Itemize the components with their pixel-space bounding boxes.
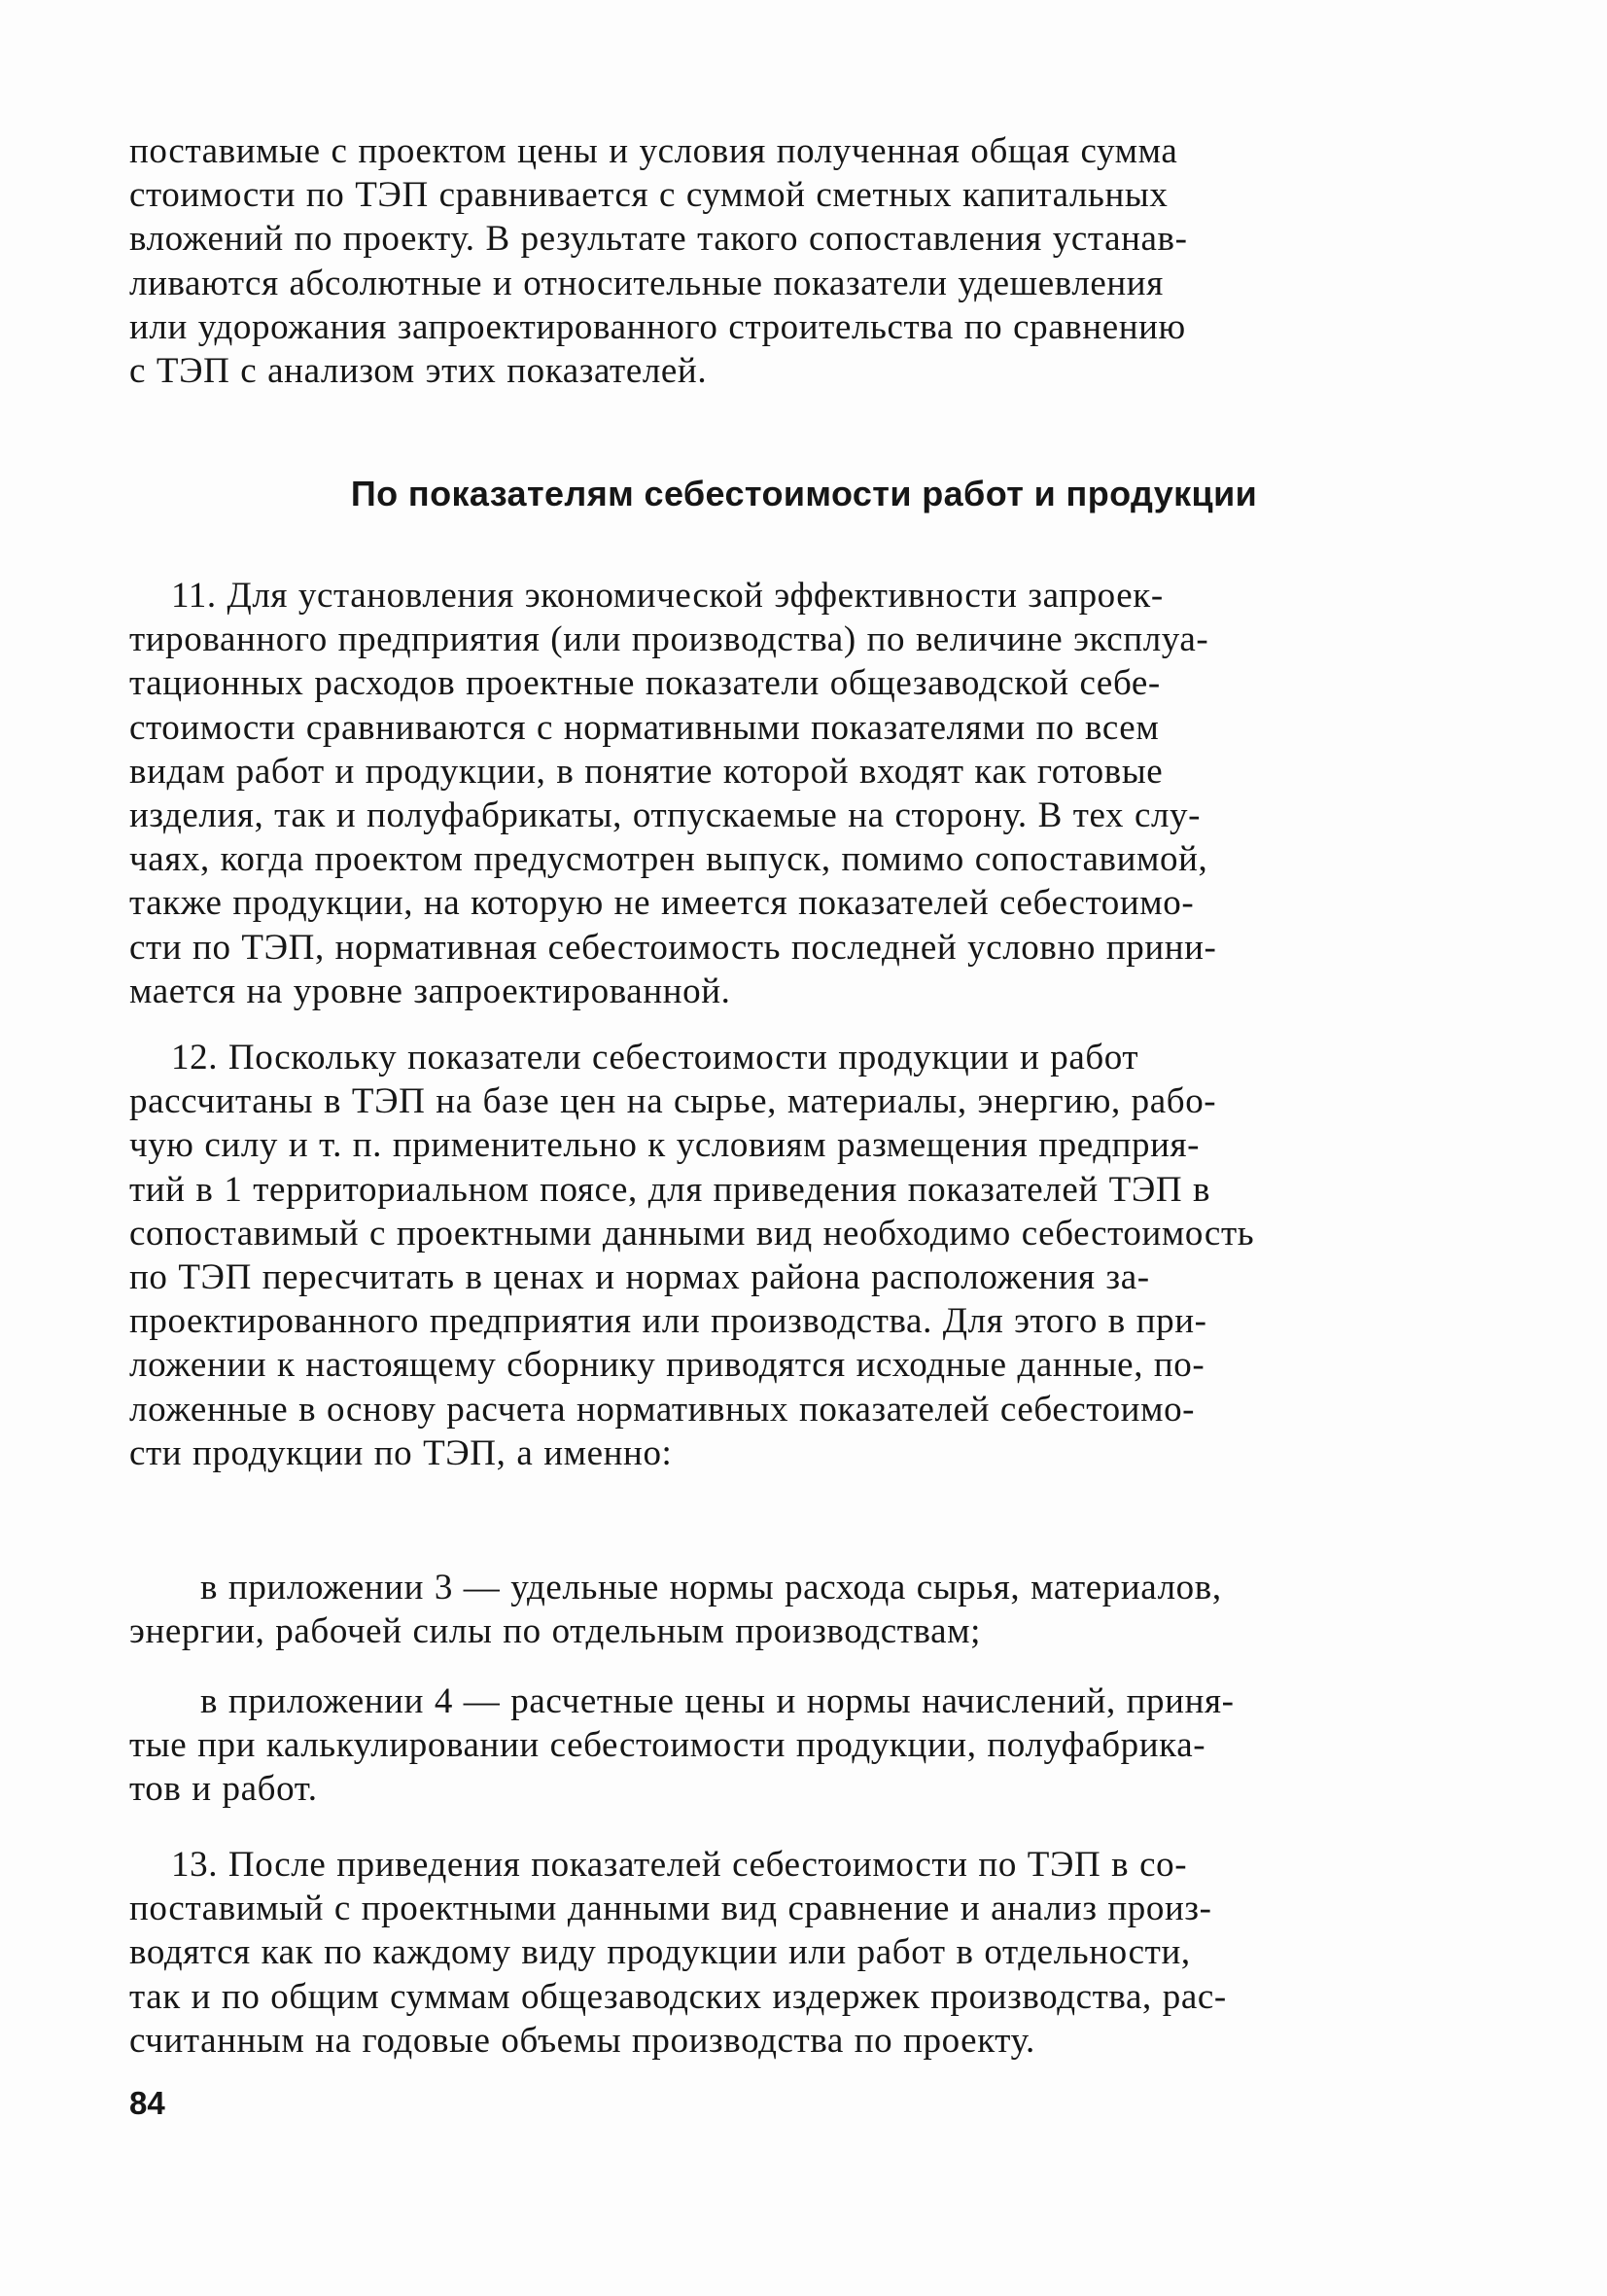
text-line: ложенные в основу расчета нормативных показателей себестоимо- — [129, 1389, 1196, 1430]
text-line: сопоставимый с проектными данными вид необходимо себестоимость — [129, 1213, 1255, 1254]
text-line: с ТЭП с анализом этих показателей. — [129, 350, 708, 391]
text-line: энергии, рабочей силы по отдельным производствам; — [129, 1611, 981, 1652]
text-line: мается на уровне запроектированной. — [129, 971, 731, 1011]
text-line: считанным на годовые объемы производства по проекту. — [129, 2020, 1035, 2061]
text-line: проектированного предприятия или производства. Для этого в при- — [129, 1301, 1207, 1342]
text-line: тов и работ. — [129, 1769, 318, 1810]
text-line: чую силу и т. п. применительно к условиям размещения предприя- — [129, 1125, 1201, 1166]
intro-paragraph — [129, 129, 1479, 393]
section-heading: По показателям себестоимости работ и продукции — [350, 474, 1258, 513]
paragraph-12 — [129, 1036, 1479, 1475]
text-line: в приложении 3 — удельные нормы расхода сырья, материалов, — [200, 1568, 1222, 1607]
text-line: или удорожания запроектированного строительства по сравнению — [129, 306, 1186, 347]
text-line: ливаются абсолютные и относительные показатели удешевления — [129, 263, 1164, 303]
text-line: стоимости сравниваются с нормативными показателями по всем — [129, 707, 1160, 748]
text-line: также продукции, на которую не имеется показателей себестоимо- — [129, 883, 1195, 924]
text-line: 13. После приведения показателей себестоимости по ТЭП в со- — [171, 1845, 1188, 1885]
page-number: 84 — [129, 2085, 165, 2121]
text-line: тированного предприятия (или производства) по величине эксплуа- — [129, 619, 1209, 660]
text-line: рассчитаны в ТЭП на базе цен на сырье, материалы, энергию, рабо- — [129, 1081, 1217, 1122]
paragraph-13 — [129, 1843, 1479, 2063]
text-line: водятся как по каждому виду продукции или работ в отдельности, — [129, 1932, 1191, 1973]
text-line: так и по общим суммам общезаводских издержек производства, рас- — [129, 1976, 1227, 2017]
text-line: сти продукции по ТЭП, а именно: — [129, 1432, 673, 1473]
text-line: ложении к настоящему сборнику приводятся исходные данные, по- — [129, 1345, 1205, 1386]
paragraph-11 — [129, 574, 1479, 1013]
text-line: вложений по проекту. В результате такого сопоставления устанав- — [129, 219, 1188, 260]
text-line: видам работ и продукции, в понятие которой входят как готовые — [129, 751, 1164, 792]
text-line: стоимости по ТЭП сравнивается с суммой сметных капитальных — [129, 175, 1169, 216]
text-line: чаях, когда проектом предусмотрен выпуск, помимо сопоставимой, — [129, 839, 1208, 880]
text-line: изделия, так и полуфабрикаты, отпускаемые на сторону. В тех слу- — [129, 795, 1202, 835]
text-line: 11. Для установления экономической эффективности запроек- — [171, 576, 1164, 616]
text-line: тационных расходов проектные показатели общезаводской себе- — [129, 663, 1161, 704]
appendix-4-item — [129, 1679, 1479, 1812]
text-line: тий в 1 территориальном поясе, для приведения показателей ТЭП в — [129, 1169, 1211, 1210]
text-line: поставимый с проектными данными вид сравнение и анализ произ- — [129, 1889, 1212, 1929]
appendix-3-item — [129, 1566, 1479, 1653]
text-line: тые при калькулировании себестоимости продукции, полуфабрика- — [129, 1725, 1206, 1766]
text-line: в приложении 4 — расчетные цены и нормы начислений, приня- — [200, 1681, 1235, 1721]
text-line: сти по ТЭП, нормативная себестоимость последней условно прини- — [129, 927, 1217, 968]
text-line: по ТЭП пересчитать в ценах и нормах района расположения за- — [129, 1256, 1150, 1297]
text-line: поставимые с проектом цены и условия полученная общая сумма — [129, 131, 1178, 171]
text-line: 12. Поскольку показатели себестоимости продукции и работ — [171, 1038, 1139, 1077]
